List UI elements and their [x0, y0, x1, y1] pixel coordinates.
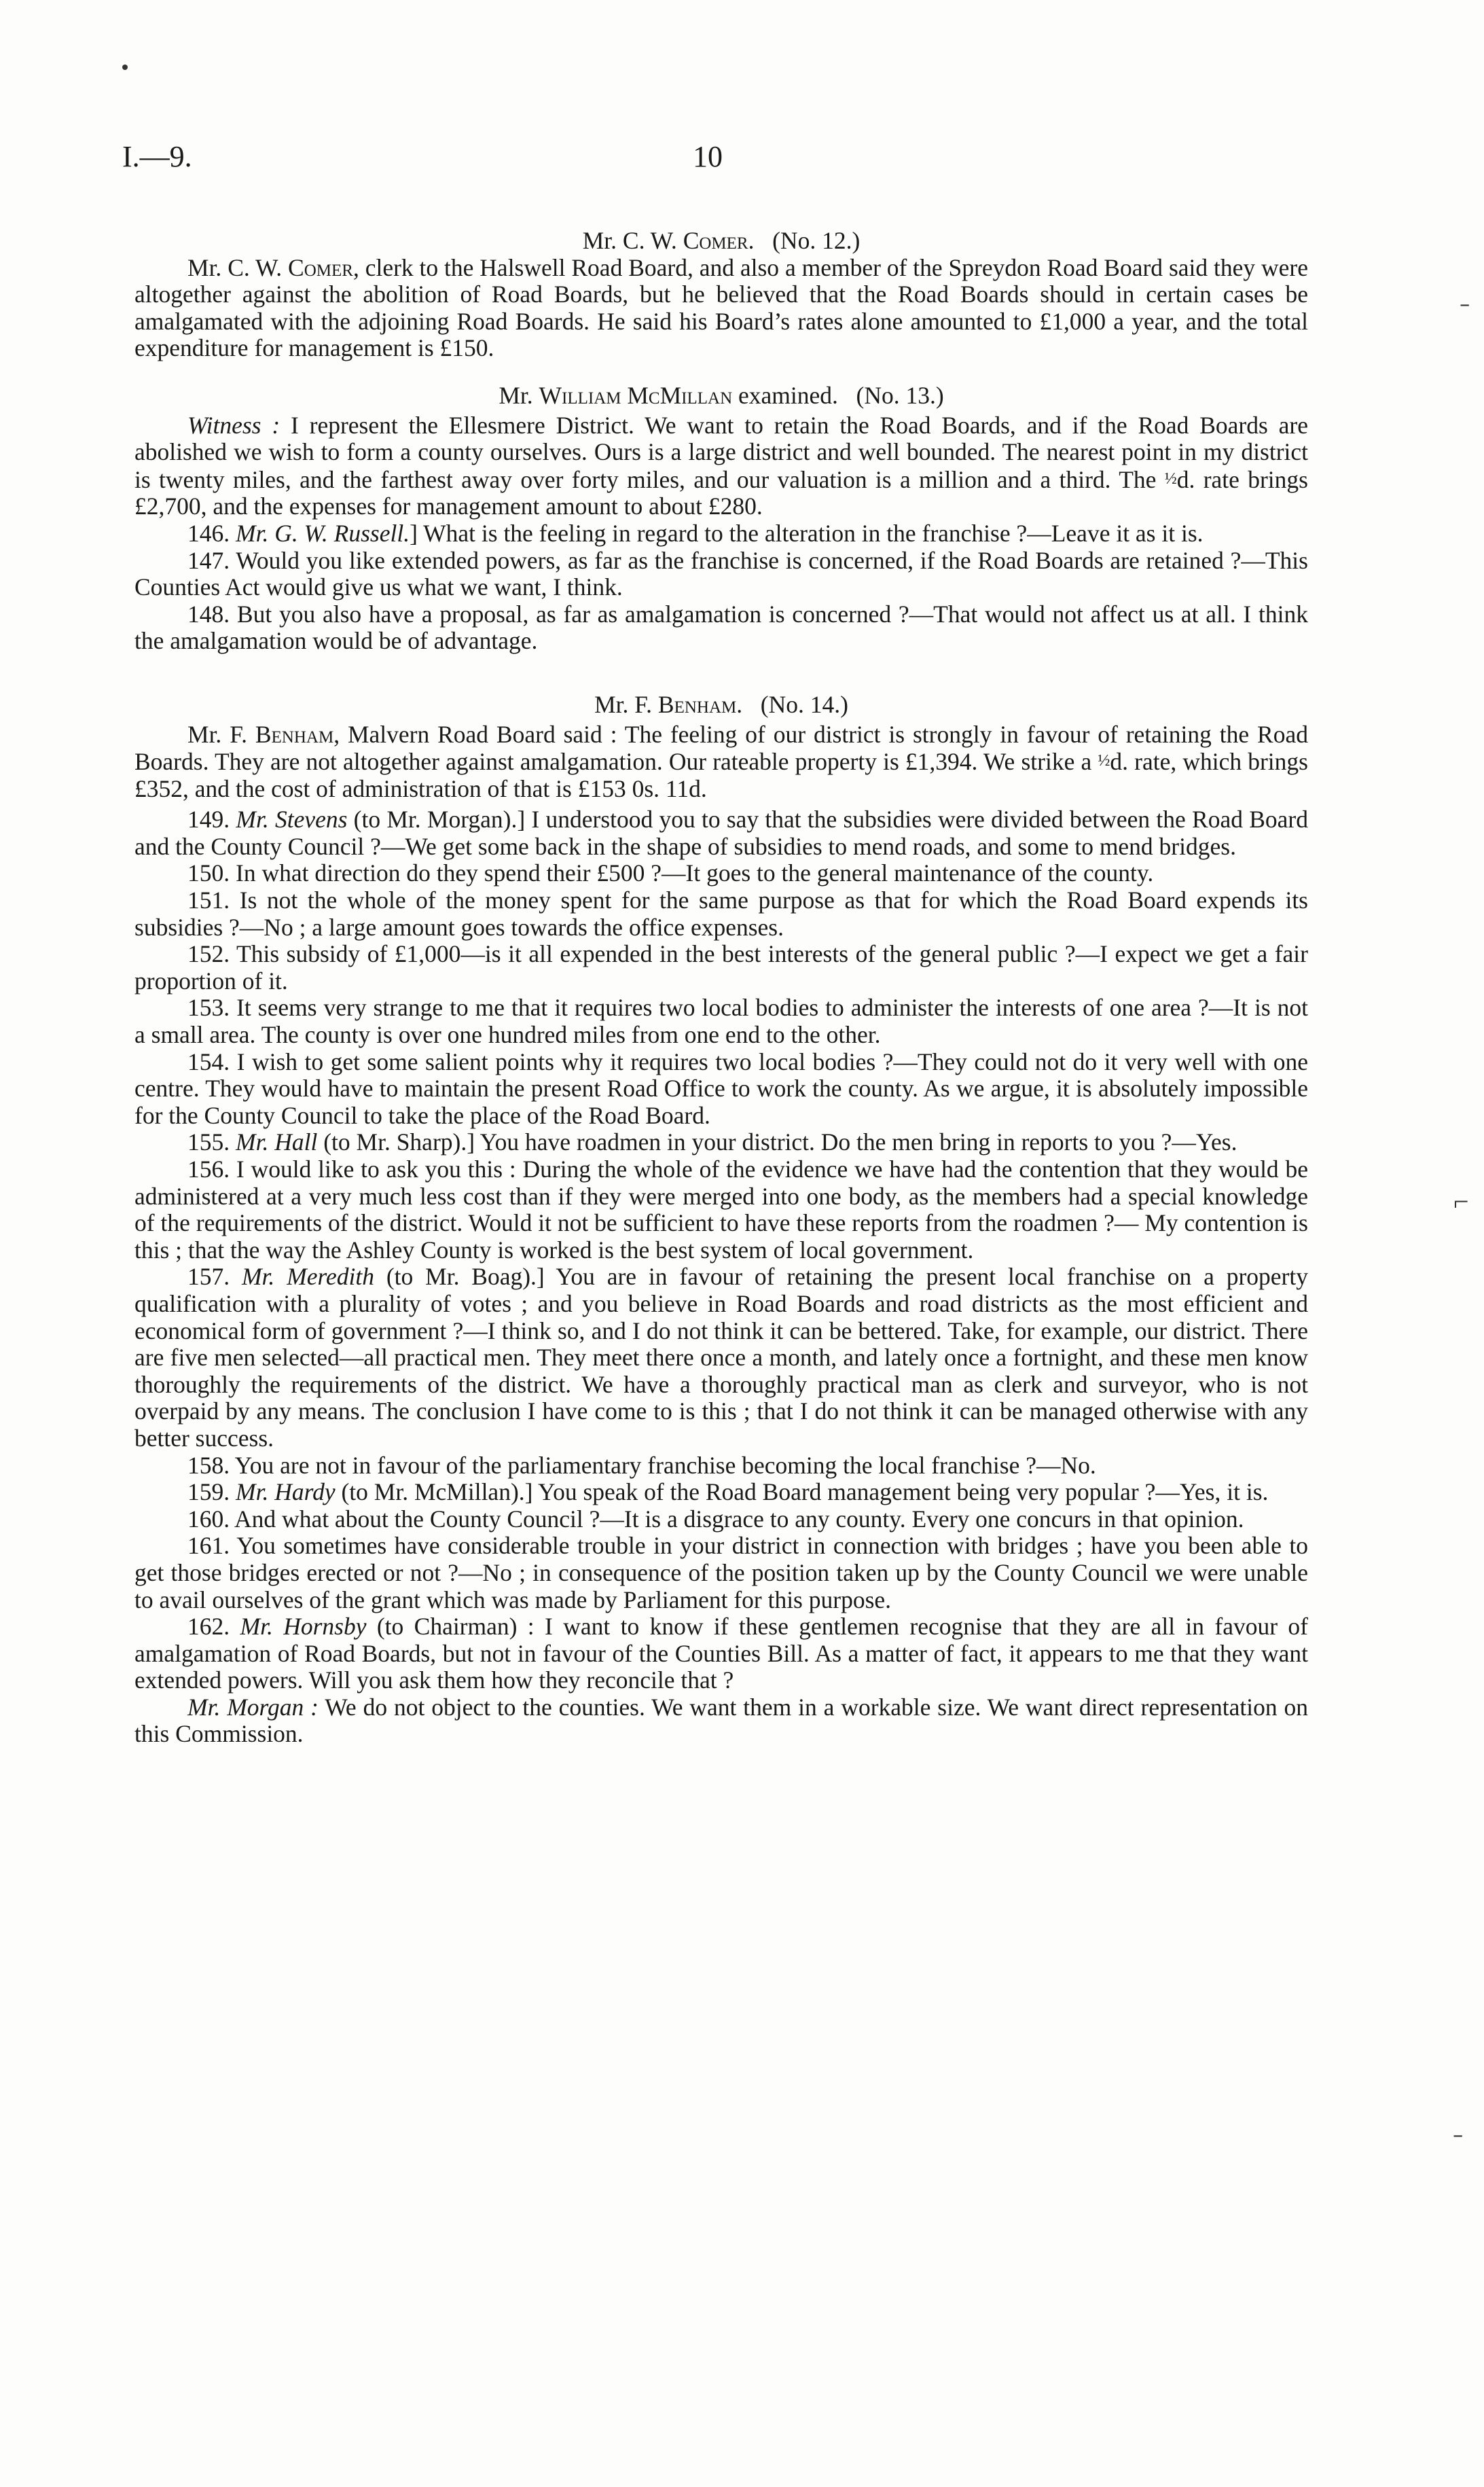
question-161: 161. You sometimes have considerable trouble in your district in connection with bridges ; have you been able to get those bridges erected or not ?—No ; in consequence of the position taken up by the County Council we were unable to avail ourselves of the grant which was made by Parliament for this purpose.	[134, 1532, 1308, 1613]
morgan-statement: Mr. Morgan : We do not object to the counties. We want them in a workable size. We want direct representation on this Commission.	[134, 1693, 1308, 1748]
question-156: 156. I would like to ask you this : During the whole of the evidence we have had the contention that they would be administered at a very much less cost than if they were merged into one body, as the members had a special knowledge of the requirements of the district. Would it not be sufficient to have these reports from the roadmen ?— My contention is this ; that the way the Ashley County is worked is the best system of local government.	[134, 1156, 1308, 1264]
question-160: 160. And what about the County Council ?—It is a disgrace to any county. Every one concurs in that opinion.	[187, 1505, 1244, 1533]
questioner-name: Mr. Hornsby	[240, 1613, 367, 1641]
questioner-name: Mr. Meredith	[241, 1263, 374, 1291]
questioner-name: Mr. Stevens	[236, 806, 348, 834]
question-157: 157. Mr. Meredith (to Mr. Boag).] You are in favour of retaining the present local franchise on a property qualification with a plurality of votes ; and you believe in Road Boards and road districts as the most efficient and economical form of government ?—I think so, and I do not think it can be bettered. Take, for example, our district. There are five men selected—all practical men. They meet there once a month, and lately once a fortnight, and these men know thoroughly the requirements of the district. We have a thoroughly practical man as clerk and surveyor, who is not overpaid by any means. The conclusion I have come to is this ; that I do not think it can be managed otherwise with any better success.	[134, 1263, 1308, 1452]
heading-name: Mr. C. W. Comer.	[582, 227, 755, 254]
statement-paragraph: Mr. C. W. Comer, clerk to the Halswell Road Board, and also a member of the Spreydon Road Board said they were altogether against the abolition of Road Boards, but he believed that the Road Boards should in certain cases be amalgamated with the adjoining Road Boards. He said his Board’s rates alone amounted to £1,000 a year, and the total expenditure for management is £150.	[134, 253, 1308, 362]
question-149: 149. Mr. Stevens (to Mr. Morgan).] I understood you to say that the subsidies were divided between the Road Board and the County Council ?—We get some back in the shape of subsidies to mend roads, and some to mend bridges.	[134, 806, 1308, 860]
speaker-name: Mr. Morgan :	[187, 1693, 319, 1721]
section-heading-benham	[134, 692, 1308, 719]
question-154: 154. I wish to get some salient points why it requires two local bodies ?—They could not do it very well with one centre. They would have to maintain the present Road Office to work the county. As we argue, it is absolutely impossible for the County Council to take the place of the Road Board.	[134, 1048, 1308, 1129]
paper-reference: I.—9.	[122, 140, 192, 173]
ink-speck	[122, 65, 128, 70]
section-heading-mcmillan: Mr. William McMillan examined. (No. 13.)	[499, 381, 944, 409]
running-header	[122, 139, 1362, 180]
heading-name: William McMillan	[539, 381, 733, 409]
question-155: 155. Mr. Hall (to Mr. Sharp).] You have roadmen in your district. Do the men bring in reports to you ?—Yes.	[187, 1128, 1237, 1156]
margin-mark: ˗	[1460, 286, 1470, 317]
margin-mark: ⌐	[1453, 1186, 1469, 1217]
question-147: 147. Would you like extended powers, as far as the franchise is concerned, if the Road Boards are retained ?—This Counties Act would give us what we want, I think.	[134, 546, 1308, 601]
witness-paragraph: Witness : I represent the Ellesmere District. We want to retain the Road Boards, and if the Road Boards are abolished we wish to form a county ourselves. Ours is a large district and well bounded. The nearest point in my district is twenty miles, and the farthest away over forty miles, and our valuation is a million and a third. The ½d. rate brings £2,700, and the expenses for management amount to about £280.	[134, 411, 1308, 520]
speaker-name: Benham	[255, 720, 334, 748]
question-152: 152. This subsidy of £1,000—is it all expended in the best interests of the general public ?—I expect we get a fair proportion of it.	[134, 940, 1308, 995]
heading-number: (No. 14.)	[760, 690, 848, 718]
questioner-name: Mr. G. W. Russell.	[236, 519, 410, 547]
question-153: 153. It seems very strange to me that it requires two local bodies to administer the interests of one area ?—It is not a small area. The county is over one hundred miles from one end to the other.	[134, 994, 1308, 1049]
heading-name: Mr. F. Benham.	[594, 690, 743, 718]
question-150: 150. In what direction do they spend their £500 ?—It goes to the general maintenance of the county.	[187, 859, 1154, 887]
document-body	[134, 228, 1308, 1748]
heading-number: (No. 13.)	[856, 381, 944, 409]
question-158: 158. You are not in favour of the parliamentary franchise becoming the local franchise ?—No.	[187, 1451, 1096, 1479]
page-number: 10	[693, 140, 723, 173]
witness-label: Witness :	[187, 411, 280, 439]
speaker-name: Comer	[288, 253, 353, 281]
question-151: 151. Is not the whole of the money spent for the same purpose as that for which the Road Board expends its subsidies ?—No ; a large amount goes towards the office expenses.	[134, 887, 1308, 941]
section-heading-comer	[134, 228, 1308, 255]
statement-paragraph: Mr. F. Benham, Malvern Road Board said : The feeling of our district is strongly in favour of retaining the Road Boards. They are not altogether against amalgamation. Our rateable property is £1,394. We strike a ½d. rate, which brings £352, and the cost of administration of that is £153 0s. 11d.	[134, 720, 1308, 802]
heading-number: (No. 12.)	[772, 227, 861, 254]
margin-mark: ˗	[1453, 2117, 1463, 2147]
question-146: 146. Mr. G. W. Russell.] What is the feeling in regard to the alteration in the franchise ?—Leave it as it is.	[187, 519, 1204, 547]
questioner-name: Mr. Hall	[236, 1128, 318, 1156]
question-159: 159. Mr. Hardy (to Mr. McMillan).] You speak of the Road Board management being very popular ?—Yes, it is.	[187, 1478, 1269, 1506]
question-162: 162. Mr. Hornsby (to Chairman) : I want to know if these gentlemen recognise that they are all in favour of amalgamation of Road Boards, but not in favour of the Counties Bill. As a matter of fact, it appears to me that they want extended powers. Will you ask them how they reconcile that ?	[134, 1613, 1308, 1694]
question-148: 148. But you also have a proposal, as far as amalgamation is concerned ?—That would not affect us at all. I think the amalgamation would be of advantage.	[134, 600, 1308, 655]
questioner-name: Mr. Hardy	[236, 1478, 336, 1506]
